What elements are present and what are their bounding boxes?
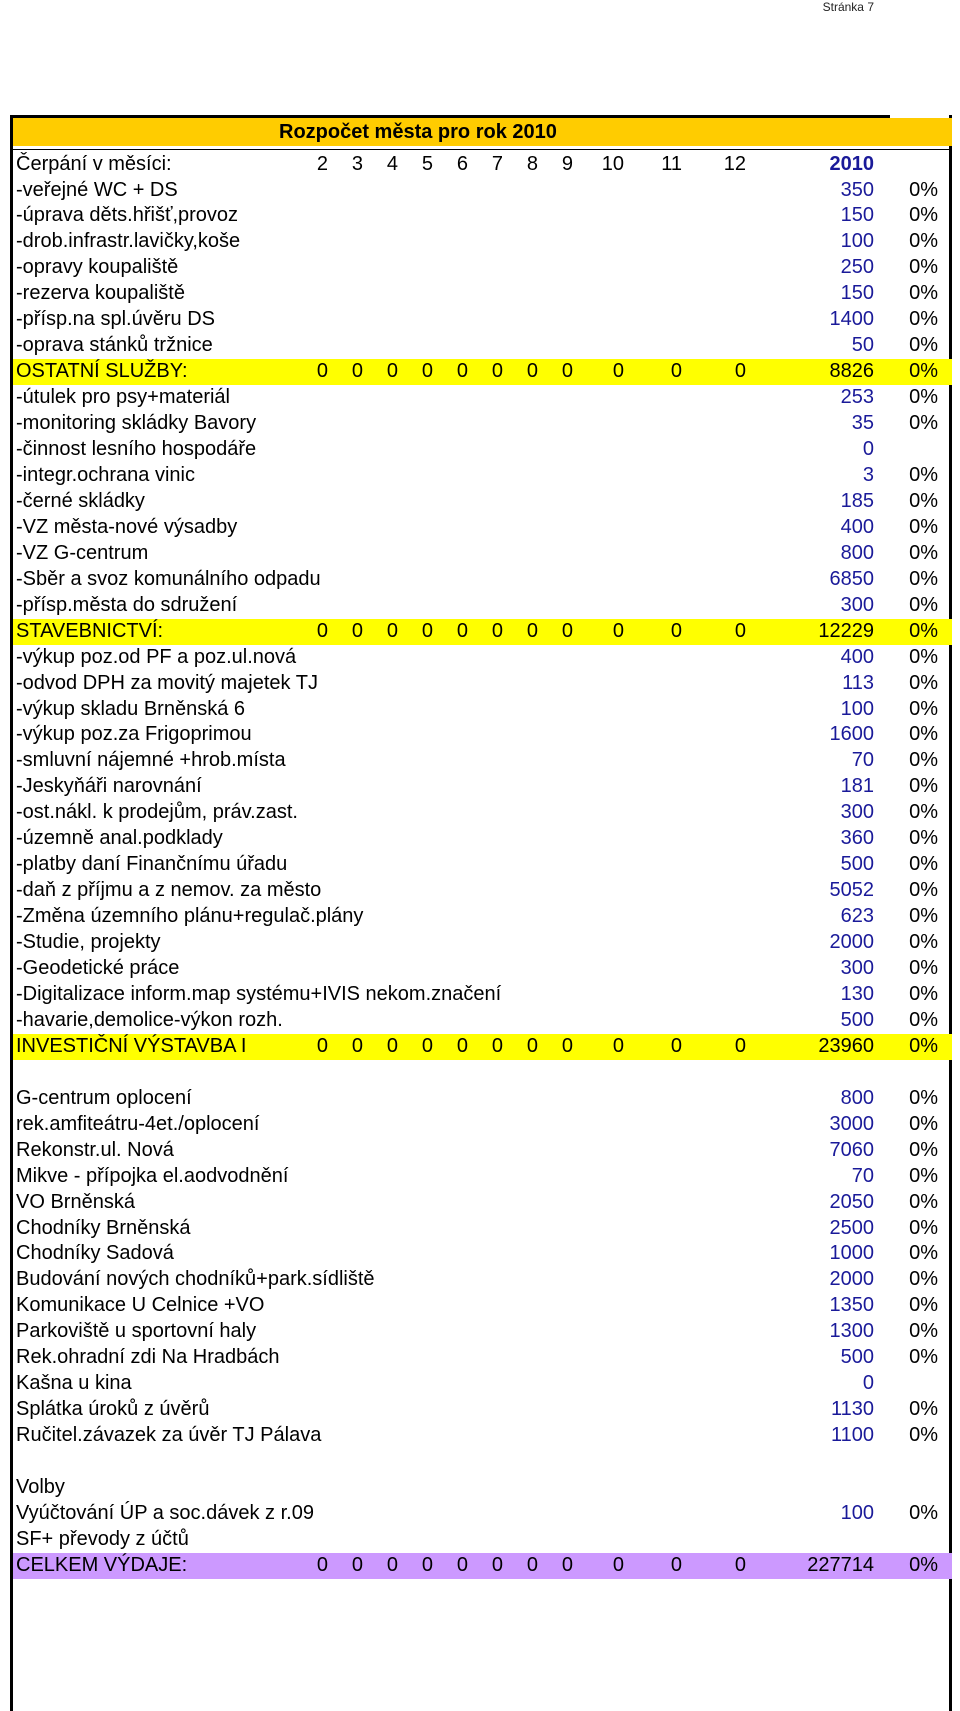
row-label: Budování nových chodníků+park.sídliště xyxy=(16,1268,375,1291)
row-percent: 0% xyxy=(909,931,938,954)
row-label: -ost.nákl. k prodejům, práv.zast. xyxy=(16,801,298,824)
row-label: -činnost lesního hospodáře xyxy=(16,438,257,460)
row-value: 3000 xyxy=(829,1112,874,1135)
row-percent: 0% xyxy=(909,775,938,798)
row-percent: 0% xyxy=(909,1553,938,1576)
month-header: 4 xyxy=(386,153,398,175)
month-value: 0 xyxy=(351,1034,363,1057)
row-value: 150 xyxy=(840,282,874,305)
row-percent: 0% xyxy=(909,853,938,876)
budget-row xyxy=(13,1397,952,1423)
row-label: -Sběr a svoz komunálního odpadu xyxy=(16,567,321,590)
budget-row xyxy=(13,671,952,697)
budget-row xyxy=(13,1112,952,1138)
budget-row xyxy=(13,748,952,774)
row-label: -oprava stánků tržnice xyxy=(16,334,213,357)
row-value: 7060 xyxy=(829,1138,874,1161)
row-label: Rekonstr.ul. Nová xyxy=(16,1138,174,1161)
month-value: 0 xyxy=(491,619,503,642)
row-label: -drob.infrastr.lavičky,koše xyxy=(16,230,241,253)
row-value: 2000 xyxy=(829,1268,874,1291)
row-label: -Geodetické práce xyxy=(16,957,180,979)
budget-row xyxy=(13,1371,952,1397)
row-percent: 0% xyxy=(909,879,938,902)
row-percent: 0% xyxy=(909,360,938,383)
row-value: 623 xyxy=(840,905,874,928)
budget-row xyxy=(13,1345,952,1371)
row-percent: 0% xyxy=(909,386,938,409)
row-label: -rezerva koupaliště xyxy=(16,282,185,305)
month-value: 0 xyxy=(670,1553,682,1576)
row-label: -VZ města-nové výsadby xyxy=(16,515,238,538)
row-percent: 0% xyxy=(909,593,938,616)
row-value: 253 xyxy=(840,386,874,409)
budget-row xyxy=(13,489,952,515)
budget-row xyxy=(13,1086,952,1112)
row-label: -platby daní Finančnímu úřadu xyxy=(16,853,288,876)
row-value: 70 xyxy=(851,749,874,772)
row-label: STAVEBNICTVÍ: xyxy=(16,619,164,642)
row-value: 185 xyxy=(840,489,874,512)
budget-row xyxy=(13,697,952,723)
month-header: 12 xyxy=(723,153,746,175)
row-percent: 0% xyxy=(909,541,938,564)
budget-row xyxy=(13,1475,952,1501)
budget-row xyxy=(13,852,952,878)
row-percent: 0% xyxy=(909,801,938,824)
budget-row xyxy=(13,1216,952,1242)
row-label: Chodníky Brněnská xyxy=(16,1216,191,1239)
row-percent: 0% xyxy=(909,1242,938,1265)
row-label: CELKEM VÝDAJE: xyxy=(16,1553,188,1576)
budget-row xyxy=(13,1267,952,1293)
month-value: 0 xyxy=(734,1034,746,1057)
month-value: 0 xyxy=(734,360,746,383)
row-label: Ručitel.závazek za úvěr TJ Pálava xyxy=(16,1424,322,1447)
row-value: 360 xyxy=(840,827,874,850)
row-value: 1600 xyxy=(829,723,874,746)
row-label: -výkup poz.za Frigoprimou xyxy=(16,723,252,746)
budget-row xyxy=(13,774,952,800)
total-row xyxy=(13,1553,952,1579)
row-label: -odvod DPH za movitý majetek TJ xyxy=(16,671,318,694)
row-value: 181 xyxy=(840,775,874,798)
row-label: -územně anal.podklady xyxy=(16,827,223,850)
month-value: 0 xyxy=(316,1034,328,1057)
month-header: 2 xyxy=(316,153,328,175)
budget-row xyxy=(13,541,952,567)
row-percent: 0% xyxy=(909,1346,938,1369)
row-label: -Jeskyňáři narovnání xyxy=(16,775,202,798)
month-value: 0 xyxy=(316,619,328,642)
budget-row xyxy=(13,1060,952,1086)
month-value: 0 xyxy=(734,619,746,642)
month-value: 0 xyxy=(456,1034,468,1057)
row-label: -integr.ochrana vinic xyxy=(16,463,195,486)
budget-row xyxy=(13,307,952,333)
row-value: 500 xyxy=(840,1346,874,1369)
month-value: 0 xyxy=(561,1553,573,1576)
row-label: SF+ převody z účtů xyxy=(16,1527,189,1550)
row-value: 100 xyxy=(840,1501,874,1524)
row-percent: 0% xyxy=(909,982,938,1005)
row-percent: 0% xyxy=(909,204,938,227)
row-value: 50 xyxy=(851,334,874,357)
month-value: 0 xyxy=(421,1553,433,1576)
row-label: -Digitalizace inform.map systému+IVIS nekom.značení xyxy=(16,982,502,1005)
row-value: 500 xyxy=(840,1008,874,1031)
month-value: 0 xyxy=(386,1034,398,1057)
month-header: 3 xyxy=(351,153,363,175)
row-label: -monitoring skládky Bavory xyxy=(16,412,257,435)
row-label: Splátka úroků z úvěrů xyxy=(16,1398,210,1421)
month-value: 0 xyxy=(612,360,624,383)
row-value: 1350 xyxy=(829,1294,874,1317)
month-value: 0 xyxy=(612,1553,624,1576)
header-label: Čerpání v měsíci: xyxy=(16,153,172,175)
month-value: 0 xyxy=(491,1034,503,1057)
month-value: 0 xyxy=(456,619,468,642)
row-value: 227714 xyxy=(807,1553,874,1576)
row-percent: 0% xyxy=(909,1034,938,1057)
row-percent: 0% xyxy=(909,1294,938,1317)
row-value: 6850 xyxy=(829,567,874,590)
row-label: Parkoviště u sportovní haly xyxy=(16,1320,257,1343)
row-percent: 0% xyxy=(909,645,938,668)
row-value: 300 xyxy=(840,957,874,979)
month-value: 0 xyxy=(386,360,398,383)
row-percent: 0% xyxy=(909,1086,938,1109)
month-value: 0 xyxy=(670,619,682,642)
month-header: 10 xyxy=(601,153,624,175)
row-label: -přísp.na spl.úvěru DS xyxy=(16,308,215,331)
row-value: 100 xyxy=(840,697,874,720)
row-percent: 0% xyxy=(909,697,938,720)
section-row xyxy=(13,359,952,385)
budget-row xyxy=(13,982,952,1008)
row-value: 113 xyxy=(842,671,874,694)
budget-row xyxy=(13,1527,952,1553)
row-label: -havarie,demolice-výkon rozh. xyxy=(16,1008,283,1031)
budget-row xyxy=(13,722,952,748)
budget-row xyxy=(13,255,952,281)
month-value: 0 xyxy=(561,360,573,383)
row-value: 400 xyxy=(840,515,874,538)
section-row xyxy=(13,619,952,645)
month-value: 0 xyxy=(386,619,398,642)
month-header: 9 xyxy=(561,153,573,175)
row-label: OSTATNÍ SLUŽBY: xyxy=(16,360,188,383)
row-percent: 0% xyxy=(909,308,938,331)
month-value: 0 xyxy=(491,1553,503,1576)
budget-row xyxy=(13,437,952,463)
row-label: Volby xyxy=(16,1476,65,1498)
budget-row xyxy=(13,800,952,826)
month-header: 11 xyxy=(661,153,682,175)
row-label: -výkup poz.od PF a poz.ul.nová xyxy=(16,645,297,668)
month-value: 0 xyxy=(456,360,468,383)
row-label: Komunikace U Celnice +VO xyxy=(16,1294,265,1317)
budget-row xyxy=(13,1423,952,1449)
month-value: 0 xyxy=(421,619,433,642)
row-label: -veřejné WC + DS xyxy=(16,178,178,201)
row-value: 100 xyxy=(840,230,874,253)
budget-row xyxy=(13,178,952,204)
row-value: 500 xyxy=(840,853,874,876)
row-value: 800 xyxy=(840,541,874,564)
budget-row xyxy=(13,281,952,307)
row-label: -útulek pro psy+materiál xyxy=(16,386,230,409)
row-label: -úprava děts.hřišť,provoz xyxy=(16,204,239,227)
row-percent: 0% xyxy=(909,412,938,435)
row-percent: 0% xyxy=(909,463,938,486)
month-value: 0 xyxy=(456,1553,468,1576)
row-value: 5052 xyxy=(829,879,874,902)
budget-row xyxy=(13,1319,952,1345)
row-percent: 0% xyxy=(909,489,938,512)
row-percent: 0% xyxy=(909,178,938,201)
row-percent: 0% xyxy=(909,1398,938,1421)
month-value: 0 xyxy=(561,619,573,642)
row-percent: 0% xyxy=(909,1501,938,1524)
row-label: -smluvní nájemné +hrob.místa xyxy=(16,749,286,772)
budget-row xyxy=(13,229,952,255)
row-percent: 0% xyxy=(909,957,938,979)
row-value: 8826 xyxy=(829,360,874,383)
section-row xyxy=(13,1034,952,1060)
row-value: 12229 xyxy=(818,619,874,642)
month-value: 0 xyxy=(316,360,328,383)
month-value: 0 xyxy=(734,1553,746,1576)
month-value: 0 xyxy=(612,1034,624,1057)
month-value: 0 xyxy=(421,1034,433,1057)
row-percent: 0% xyxy=(909,1008,938,1031)
budget-row xyxy=(13,333,952,359)
row-label: INVESTIČNÍ VÝSTAVBA I xyxy=(16,1034,247,1057)
row-value: 2000 xyxy=(829,931,874,954)
month-value: 0 xyxy=(316,1553,328,1576)
row-value: 2050 xyxy=(829,1190,874,1213)
budget-row xyxy=(13,1190,952,1216)
budget-row xyxy=(13,826,952,852)
row-value: 0 xyxy=(862,1372,874,1395)
row-percent: 0% xyxy=(909,1320,938,1343)
month-header: 6 xyxy=(456,153,468,175)
row-value: 400 xyxy=(840,645,874,668)
month-value: 0 xyxy=(526,1553,538,1576)
row-value: 70 xyxy=(851,1164,874,1187)
budget-row xyxy=(13,1138,952,1164)
row-label: -přísp.města do sdružení xyxy=(16,593,238,616)
budget-row xyxy=(13,956,952,982)
budget-row xyxy=(13,930,952,956)
month-value: 0 xyxy=(670,1034,682,1057)
row-label: G-centrum oplocení xyxy=(16,1086,192,1109)
budget-row xyxy=(13,1164,952,1190)
row-percent: 0% xyxy=(909,1190,938,1213)
row-value: 130 xyxy=(840,982,874,1005)
month-value: 0 xyxy=(561,1034,573,1057)
budget-row xyxy=(13,1241,952,1267)
month-header: 5 xyxy=(421,153,433,175)
row-percent: 0% xyxy=(909,905,938,928)
month-value: 0 xyxy=(526,1034,538,1057)
month-value: 0 xyxy=(351,1553,363,1576)
row-percent: 0% xyxy=(909,827,938,850)
budget-row xyxy=(13,904,952,930)
month-value: 0 xyxy=(386,1553,398,1576)
budget-row xyxy=(13,1449,952,1475)
row-value: 3 xyxy=(862,463,874,486)
row-percent: 0% xyxy=(909,1164,938,1187)
month-value: 0 xyxy=(526,360,538,383)
row-value: 350 xyxy=(840,178,874,201)
row-value: 1400 xyxy=(829,308,874,331)
row-percent: 0% xyxy=(909,256,938,279)
row-label: -výkup skladu Brněnská 6 xyxy=(16,697,246,720)
header-row xyxy=(13,149,952,178)
budget-row xyxy=(13,593,952,619)
row-label: VO Brněnská xyxy=(16,1190,135,1213)
month-header: 8 xyxy=(526,153,538,175)
row-value: 250 xyxy=(840,256,874,279)
row-percent: 0% xyxy=(909,1424,938,1447)
budget-row xyxy=(13,1008,952,1034)
table-title-row xyxy=(13,118,952,146)
row-label: -Změna územního plánu+regulač.plány xyxy=(16,905,364,928)
row-label: Vyúčtování ÚP a soc.dávek z r.09 xyxy=(16,1501,314,1524)
year-header: 2010 xyxy=(829,153,874,175)
row-label: Mikve - přípojka el.aodvodnění xyxy=(16,1164,289,1187)
row-label: Chodníky Sadová xyxy=(16,1242,174,1265)
row-label: -opravy koupaliště xyxy=(16,256,179,279)
row-label: rek.amfiteátru-4et./oplocení xyxy=(16,1112,260,1135)
month-value: 0 xyxy=(670,360,682,383)
row-label: -daň z příjmu a z nemov. za město xyxy=(16,879,322,902)
month-value: 0 xyxy=(612,619,624,642)
budget-row xyxy=(13,385,952,411)
budget-row xyxy=(13,515,952,541)
row-value: 2500 xyxy=(829,1216,874,1239)
row-value: 300 xyxy=(840,593,874,616)
page-number-label: Stránka 7 xyxy=(822,0,874,14)
row-value: 35 xyxy=(851,412,874,435)
row-label: -VZ G-centrum xyxy=(16,541,149,564)
month-header: 7 xyxy=(491,153,503,175)
row-percent: 0% xyxy=(909,1112,938,1135)
row-value: 300 xyxy=(840,801,874,824)
month-value: 0 xyxy=(421,360,433,383)
row-percent: 0% xyxy=(909,282,938,305)
month-value: 0 xyxy=(526,619,538,642)
row-value: 1100 xyxy=(830,1424,874,1447)
budget-row xyxy=(13,645,952,671)
month-value: 0 xyxy=(351,619,363,642)
row-percent: 0% xyxy=(909,1268,938,1291)
row-value: 1300 xyxy=(829,1320,874,1343)
budget-row xyxy=(13,1293,952,1319)
row-percent: 0% xyxy=(909,671,938,694)
budget-row xyxy=(13,463,952,489)
row-percent: 0% xyxy=(909,1138,938,1161)
row-percent: 0% xyxy=(909,230,938,253)
budget-row xyxy=(13,1501,952,1527)
row-percent: 0% xyxy=(909,567,938,590)
budget-row xyxy=(13,567,952,593)
budget-row xyxy=(13,411,952,437)
row-label: Rek.ohradní zdi Na Hradbách xyxy=(16,1346,280,1369)
row-label: -černé skládky xyxy=(16,489,145,512)
row-percent: 0% xyxy=(909,723,938,746)
row-label: Kašna u kina xyxy=(16,1372,132,1395)
budget-row xyxy=(13,878,952,904)
row-percent: 0% xyxy=(909,515,938,538)
budget-row xyxy=(13,203,952,229)
table-title: Rozpočet města pro rok 2010 xyxy=(279,121,557,143)
row-value: 150 xyxy=(840,204,874,227)
row-value: 23960 xyxy=(818,1034,874,1057)
row-value: 800 xyxy=(840,1086,874,1109)
row-percent: 0% xyxy=(909,334,938,357)
row-label: -Studie, projekty xyxy=(16,931,161,954)
month-value: 0 xyxy=(491,360,503,383)
row-percent: 0% xyxy=(909,749,938,772)
row-value: 1130 xyxy=(830,1398,874,1421)
row-percent: 0% xyxy=(909,619,938,642)
row-value: 1000 xyxy=(829,1242,874,1265)
row-percent: 0% xyxy=(909,1216,938,1239)
month-value: 0 xyxy=(351,360,363,383)
row-value: 0 xyxy=(862,438,874,460)
